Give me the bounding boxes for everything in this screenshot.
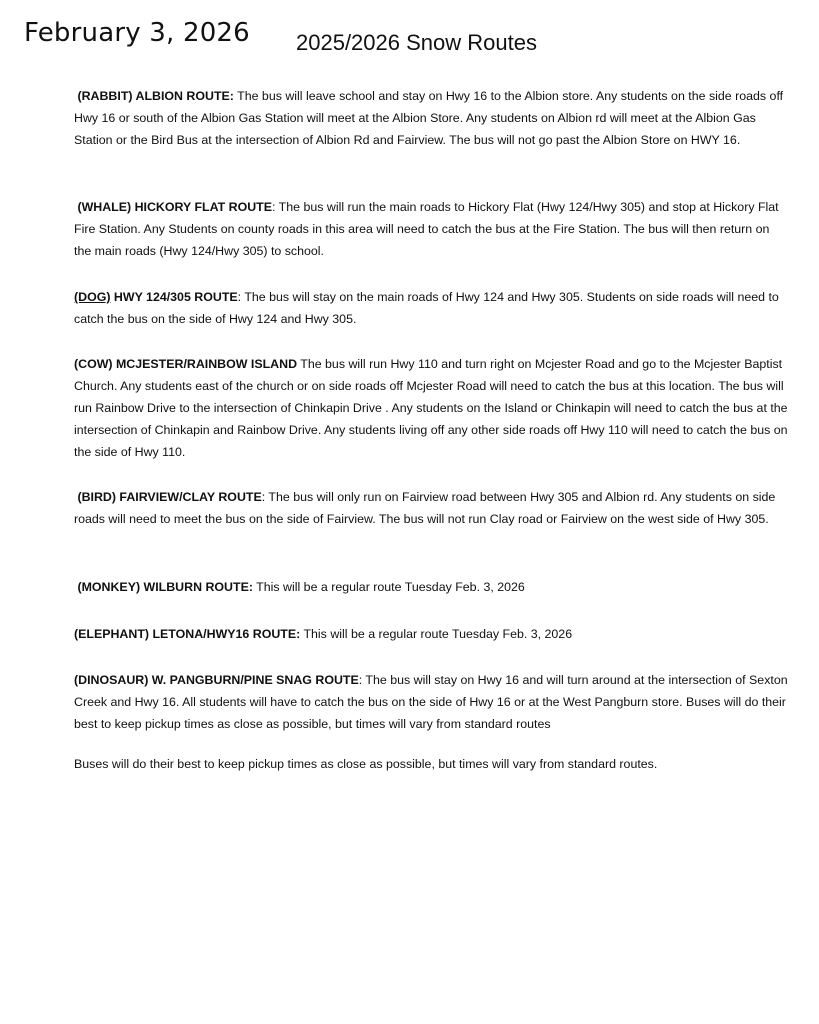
closing-note: Buses will do their best to keep pickup times as close as possible, but times will vary from standard routes. (74, 757, 658, 771)
route-name: (RABBIT) ALBION ROUTE: (77, 89, 234, 103)
route-name: (COW) MCJESTER/RAINBOW ISLAND (74, 357, 298, 371)
document-date: February 3, 2026 (24, 18, 250, 48)
route-description: : The bus will stay on the main roads of Hwy 124 and Hwy 305. Students on side roads will need to catch the bus on the side of Hwy 124 and Hwy 305. (74, 290, 779, 326)
route-name: (BIRD) FAIRVIEW/CLAY ROUTE (77, 490, 262, 504)
route-monkey-wilburn (74, 576, 790, 598)
route-description: This will be a regular route Tuesday Feb. 3, 2026 (300, 627, 573, 641)
route-description: : The bus will only run on Fairview road between Hwy 305 and Albion rd. Any students on side roads will need to meet the bus on the side of Fairview. The bus will not run Clay road or Fairview on the west side of Hwy 305. (74, 490, 776, 526)
document-title: 2025/2026 Snow Routes (296, 30, 537, 55)
route-name: (ELEPHANT) LETONA/HWY16 ROUTE: (74, 627, 301, 641)
route-rabbit-albion (74, 85, 790, 151)
route-description: : The bus will stay on Hwy 16 and will turn around at the intersection of Sexton Creek and Hwy 16. All students will have to catch the bus on the side of Hwy 16 or at the West Pangburn store. Buses will do their best to keep pickup times as close as possible, but times will vary from standard routes (74, 673, 788, 731)
route-dog-hwy-124-305 (74, 286, 790, 330)
route-name: (DINOSAUR) W. PANGBURN/PINE SNAG ROUTE (74, 673, 359, 687)
route-whale-hickory-flat (74, 196, 790, 262)
route-cow-mcjester-rainbow-island (74, 353, 790, 463)
route-elephant-letona-hwy16 (74, 623, 790, 645)
route-description: The bus will run Hwy 110 and turn right on Mcjester Road and go to the Mcjester Baptist Church. Any students east of the church or on side roads off Mcjester Road will need to catch the bus at this location. The bus will run Rainbow Drive to the intersection of Chinkapin Drive . Any students on the Island or Chinkapin will need to catch the bus at the intersection of Chinkapin and Rainbow Drive. Any students living off any other side roads off Hwy 110 will need to catch the bus on the side of Hwy 110. (74, 357, 788, 459)
route-bird-fairview-clay (74, 486, 790, 530)
route-description: The bus will leave school and stay on Hwy 16 to the Albion store. Any students on the side roads off Hwy 16 or south of the Albion Gas Station will meet at the Albion Store. Any students on Albion rd will meet at the Albion Gas Station or the Bird Bus at the intersection of Albion Rd and Fairview. The bus will not go past the Albion Store on HWY 16. (74, 89, 784, 147)
route-name: HWY 124/305 ROUTE (110, 290, 238, 304)
route-code: (DOG) (74, 290, 111, 304)
route-description: : The bus will run the main roads to Hickory Flat (Hwy 124/Hwy 305) and stop at Hickory Flat Fire Station. Any Students on county roads in this area will need to catch the bus at the Fire Station. The bus will then return on the main roads (Hwy 124/Hwy 305) to school. (74, 200, 779, 258)
route-dinosaur-w-pangburn-pine-snag (74, 669, 790, 735)
route-description: This will be a regular route Tuesday Feb. 3, 2026 (252, 580, 525, 594)
route-name: (MONKEY) WILBURN ROUTE: (77, 580, 253, 594)
route-name: (WHALE) HICKORY FLAT ROUTE (77, 200, 273, 214)
